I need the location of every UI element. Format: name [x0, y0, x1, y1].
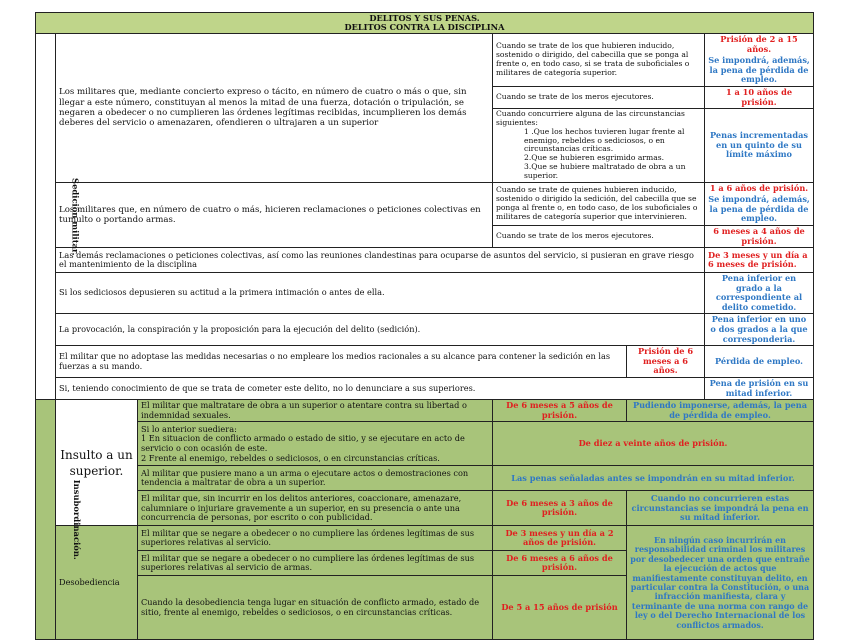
insulto-r2-penalty: De diez a veinte años de prisión.	[493, 422, 814, 466]
title-line-1: DELITOS Y SUS PENAS.	[369, 13, 480, 23]
penalties-table	[35, 12, 813, 630]
insulto-r2-description	[138, 422, 493, 466]
sedicion-r4-description: Si los sediciosos depusieren su actitud a la primera intimación o antes de ella.	[56, 273, 705, 314]
sedicion-r4-penalty: Pena inferior en grado a la correspondiente al delito cometido.	[705, 273, 814, 314]
insulto-row-3	[36, 466, 814, 491]
sedicion-r1-case-c-intro: Cuando concurriere alguna de las circunstancias siguientes:	[496, 109, 685, 127]
insulto-row-1	[36, 400, 814, 422]
sedicion-r6-description: El militar que no adoptase las medidas necesarias o no empleare los medios racionales a su alcance para contener la sedición en las fuerzas a su mando.	[56, 346, 627, 378]
sedicion-r1-case-a: Cuando se trate de los que hubieren inducido, sostenido o dirigido, del cabecilla que se ponga al frente o, en todo caso, si se trata de suboficiales o militares de categoría superior.	[493, 34, 705, 87]
sedicion-row-5	[36, 314, 814, 346]
list-item: 3.Que se hubiere maltratado de obra a un superior.	[524, 161, 686, 180]
sedicion-r7-penalty: Pena de prisión en su mitad inferior.	[705, 378, 814, 400]
sedicion-r1-case-b: Cuando se trate de los meros ejecutores.	[493, 86, 705, 108]
sedicion-r3-description: Las demás reclamaciones o peticiones colectivas, así como las reuniones clandestinas para ocuparse de asuntos del servicio, si pusieran en grave riesgo el mantenimiento de la disciplina	[56, 248, 705, 273]
sedicion-r2-penalty-b: 6 meses a 4 años de prisión.	[705, 225, 814, 247]
desobediencia-r1-penalty: De 3 meses y un día a 2 años de prisión.	[493, 526, 627, 551]
desobediencia-r1-description: El militar que se negare a obedecer o no cumpliere las órdenes legítimas de sus superiores relativas al servicio.	[138, 526, 493, 551]
sedicion-r6-extra: Pérdida de empleo.	[705, 346, 814, 378]
sedicion-r1-penalty-b: 1 a 10 años de prisión.	[705, 86, 814, 108]
sedicion-r2-case-a: Cuando se trate de quienes hubieren inducido, sostenido o dirigido la sedición, del cabecilla que se ponga al frente o, en todo caso, de los suboficiales o militares de categoría superior que intervinieren.	[493, 182, 705, 225]
desobediencia-r2-description: El militar que se negare a obedecer o no cumpliere las órdenes legítimas de sus superiores relativas al servicio de armas.	[138, 551, 493, 576]
sedicion-row-6	[36, 346, 814, 378]
list-item: 1 .Que los hechos tuvieren lugar frente al enemigo, rebeldes o sediciosos, o en circunstancias críticas.	[524, 126, 685, 154]
sedicion-row-2a	[36, 182, 814, 225]
title-row	[36, 13, 814, 34]
sedicion-r2-description: Los militares que, en número de cuatro o más, hicieren reclamaciones o peticiones colectivas en tumulto o portando armas.	[56, 182, 493, 248]
sedicion-row-4	[36, 273, 814, 314]
sedicion-row-7	[36, 378, 814, 400]
sedicion-r7-description: Si, teniendo conocimiento de que se trata de cometer este delito, no lo denunciare a sus superiores.	[56, 378, 705, 400]
desobediencia-r3-penalty: De 5 a 15 años de prisión	[493, 576, 627, 640]
sedicion-r2-case-b: Cuando se trate de los meros ejecutores.	[493, 225, 705, 247]
desobediencia-note: En ningún caso incurrirán en responsabilidad criminal los militares por desobedecer una orden que entrañe la ejecución de actos que manifiestamente constituyan delito, en particular contra la Constitución, o una infracción manifiesta, clara y terminante de una norma con rango de ley o del Derecho Internacional de los conflictos armados.	[627, 526, 814, 640]
insulto-r4-description: El militar que, sin incurrir en los delitos anteriores, coaccionare, amenazare, calumniare o injuriare gravemente a un superior, en su presencia o ante una concurrencia de personas, por escrito o con publicidad.	[138, 491, 493, 526]
desobediencia-row-1	[36, 526, 814, 551]
sedicion-r1-penalty-c: Penas incrementadas en un quinto de su límite máximo	[705, 109, 814, 182]
sedicion-r5-penalty: Pena inferior en uno o dos grados a la que corresponderia.	[705, 314, 814, 346]
insulto-r4-extra: Cuando no concurrieren estas circunstancias se impondrá la pena en su mitad inferior.	[627, 491, 814, 526]
desobediencia-r3-description: Cuando la desobediencia tenga lugar en situación de conflicto armado, estado de sitio, frente al enemigo, rebeldes o sediciosos, o en circunstancias críticas.	[138, 576, 493, 640]
sedicion-r2-penalty-a-extra: Se impondrá, además, la pena de pérdida de empleo.	[708, 194, 810, 224]
insulto-r1-extra: Pudiendo imponerse, además, la pena de pérdida de empleo.	[627, 400, 814, 422]
title-line-2: DELITOS CONTRA LA DISCIPLINA	[344, 22, 505, 32]
sedicion-row-1a	[36, 34, 814, 87]
sedicion-r1-penalty-a-extra: Se impondrá, además, la pena de pérdida de empleo.	[708, 55, 810, 85]
sedicion-r1-description: Los militares que, mediante concierto expreso o tácito, en número de cuatro o más o que, sin llegar a este número, constituyan al menos la mitad de una fuerza, dotación o tripulación, se negaren a obedecer o no cumplieren las órdenes legítimas recibidas, incumplieren los demás deberes del servicio o amenazaren, ofendieren o ultrajaren a un superior	[56, 34, 493, 183]
sedicion-r5-description: La provocación, la conspiración y la proposición para la ejecución del delito (sedición).	[56, 314, 705, 346]
insulto-label: Insulto a un superior.	[56, 400, 138, 526]
sedicion-row-3	[36, 248, 814, 273]
insubordinacion-side-label: Insubordinación.	[36, 400, 56, 640]
sedicion-side-label: Sedición militar.	[36, 34, 56, 400]
insulto-r1-description: El militar que maltratare de obra a un superior o atentare contra su libertad o indemnidad sexuales.	[138, 400, 493, 422]
desobediencia-r2-penalty: De 6 meses a 6 años de prisión.	[493, 551, 627, 576]
sedicion-r1-penalty-a: Prisión de 2 a 15 años. Se impondrá, además, la pena de pérdida de empleo.	[705, 34, 814, 87]
insulto-r4-penalty: De 6 meses a 3 años de prisión.	[493, 491, 627, 526]
insulto-r2-intro: Si lo anterior suediera:	[141, 423, 237, 434]
insulto-row-4	[36, 491, 814, 526]
sedicion-r3-penalty: De 3 meses y un día a 6 meses de prisión.	[705, 248, 814, 273]
sedicion-r6-penalty: Prisión de 6 meses a 6 años.	[627, 346, 705, 378]
list-item: 1 En situacion de conflicto armado o estado de sitio, y se ejecutare en acto de servicio o con ocasión de este.	[141, 433, 465, 453]
insulto-r1-penalty: De 6 meses a 5 años de prisión.	[493, 400, 627, 422]
desobediencia-label: Desobediencia	[56, 526, 138, 640]
list-item: 2 Frente al enemigo, rebeldes o sediciosos, o en circunstancias críticas.	[141, 452, 440, 463]
insulto-r3-penalty: Las penas señaladas antes se impondrán en su mitad inferior.	[493, 466, 814, 491]
insulto-r3-description: Al militar que pusiere mano a un arma o ejecutare actos o demostraciones con tendencia a maltratar de obra a un superior.	[138, 466, 493, 491]
sedicion-r1-case-c	[493, 109, 705, 182]
list-item: 2.Que se hubieren esgrimido armas.	[524, 153, 665, 163]
sedicion-r2-penalty-a: 1 a 6 años de prisión. Se impondrá, además, la pena de pérdida de empleo.	[705, 182, 814, 225]
insulto-row-2	[36, 422, 814, 466]
